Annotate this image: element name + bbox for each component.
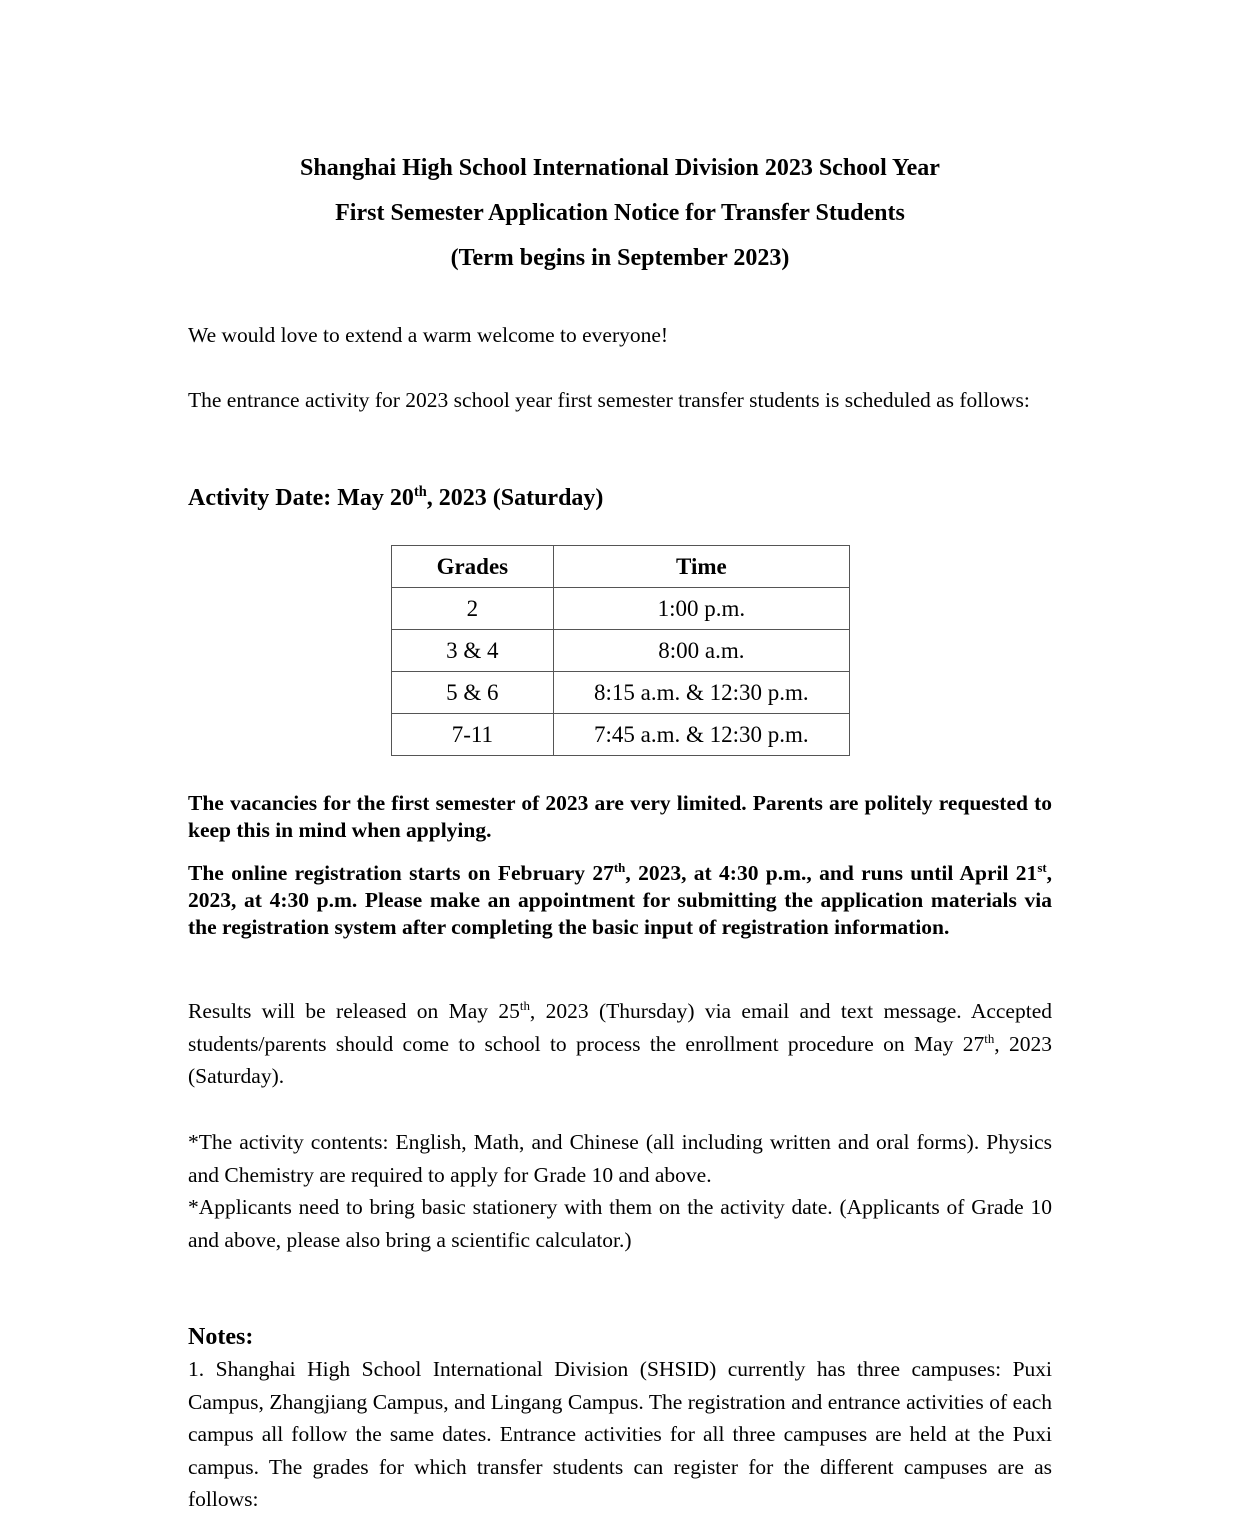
activity-contents-text: *The activity contents: English, Math, and Chinese (all including written and oral forms). Physics and Chemistry are required to apply for Grade 10 and above. bbox=[188, 1130, 1052, 1187]
table-row bbox=[392, 714, 850, 756]
grade-cell: 3 & 4 bbox=[392, 630, 554, 672]
title-line-3: (Term begins in September 2023) bbox=[450, 245, 790, 271]
activity-date-sup: th bbox=[413, 484, 427, 500]
registration-part-1: The online registration starts on February 27 bbox=[188, 861, 614, 885]
grade-cell: 2 bbox=[392, 588, 554, 630]
results-sup-1: th bbox=[519, 998, 530, 1013]
time-cell: 8:00 a.m. bbox=[553, 630, 849, 672]
activity-date-heading bbox=[188, 483, 603, 513]
header-time: Time bbox=[553, 546, 849, 588]
time-cell: 1:00 p.m. bbox=[553, 588, 849, 630]
table-row bbox=[392, 588, 850, 630]
registration-part-3: , 2023, at 4:30 p.m. Please make an appointment for submitting the application materials via the registration system after completing the basic input of registration information. bbox=[188, 861, 1052, 939]
notes-heading: Notes: bbox=[188, 1324, 254, 1350]
table-row bbox=[392, 630, 850, 672]
vacancies-notice: The vacancies for the first semester of 2023 are very limited. Parents are politely requested to keep this in mind when applying. bbox=[188, 791, 1052, 842]
time-cell: 7:45 a.m. & 12:30 p.m. bbox=[553, 714, 849, 756]
intro-text: The entrance activity for 2023 school year first semester transfer students is scheduled as follows: bbox=[188, 388, 1030, 412]
table-header-row bbox=[392, 546, 850, 588]
results-sup-2: th bbox=[984, 1031, 995, 1046]
results-part-2: , 2023 (Thursday) via email and text message. Accepted students/parents should come to school to process the enrollment procedure on May 27 bbox=[188, 999, 1052, 1056]
results-part-1: Results will be released on May 25 bbox=[188, 999, 520, 1023]
results-part-3: , 2023 (Saturday). bbox=[188, 1031, 1052, 1088]
header-grades: Grades bbox=[392, 546, 554, 588]
schedule-table bbox=[391, 545, 850, 756]
registration-part-2: , 2023, at 4:30 p.m., and runs until April 21 bbox=[625, 861, 1038, 885]
notes-item-1: 1. Shanghai High School International Division (SHSID) currently has three campuses: Puxi Campus, Zhangjiang Campus, and Lingang Campus. The registration and entrance activities of each campus all follow the same dates. Entrance activities for all three campuses are held at the Puxi campus. The grades for which transfer students can register for the different campuses are as follows: bbox=[188, 1357, 1052, 1511]
registration-sup-1: th bbox=[613, 860, 626, 875]
table-row bbox=[392, 672, 850, 714]
stationery-text: *Applicants need to bring basic stationery with them on the activity date. (Applicants of Grade 10 and above, please also bring a scientific calculator.) bbox=[188, 1195, 1052, 1252]
grade-cell: 7-11 bbox=[392, 714, 554, 756]
registration-sup-2: st bbox=[1037, 860, 1047, 875]
registration-notice bbox=[188, 860, 1052, 941]
results-text bbox=[188, 995, 1052, 1093]
activity-date-suffix: , 2023 (Saturday) bbox=[426, 485, 604, 511]
grade-cell: 5 & 6 bbox=[392, 672, 554, 714]
activity-date-prefix: Activity Date: May 20 bbox=[188, 485, 414, 511]
time-cell: 8:15 a.m. & 12:30 p.m. bbox=[553, 672, 849, 714]
title-line-1: Shanghai High School International Division 2023 School Year bbox=[300, 155, 940, 181]
welcome-text: We would love to extend a warm welcome to everyone! bbox=[188, 323, 669, 347]
title-line-2: First Semester Application Notice for Transfer Students bbox=[335, 200, 905, 226]
